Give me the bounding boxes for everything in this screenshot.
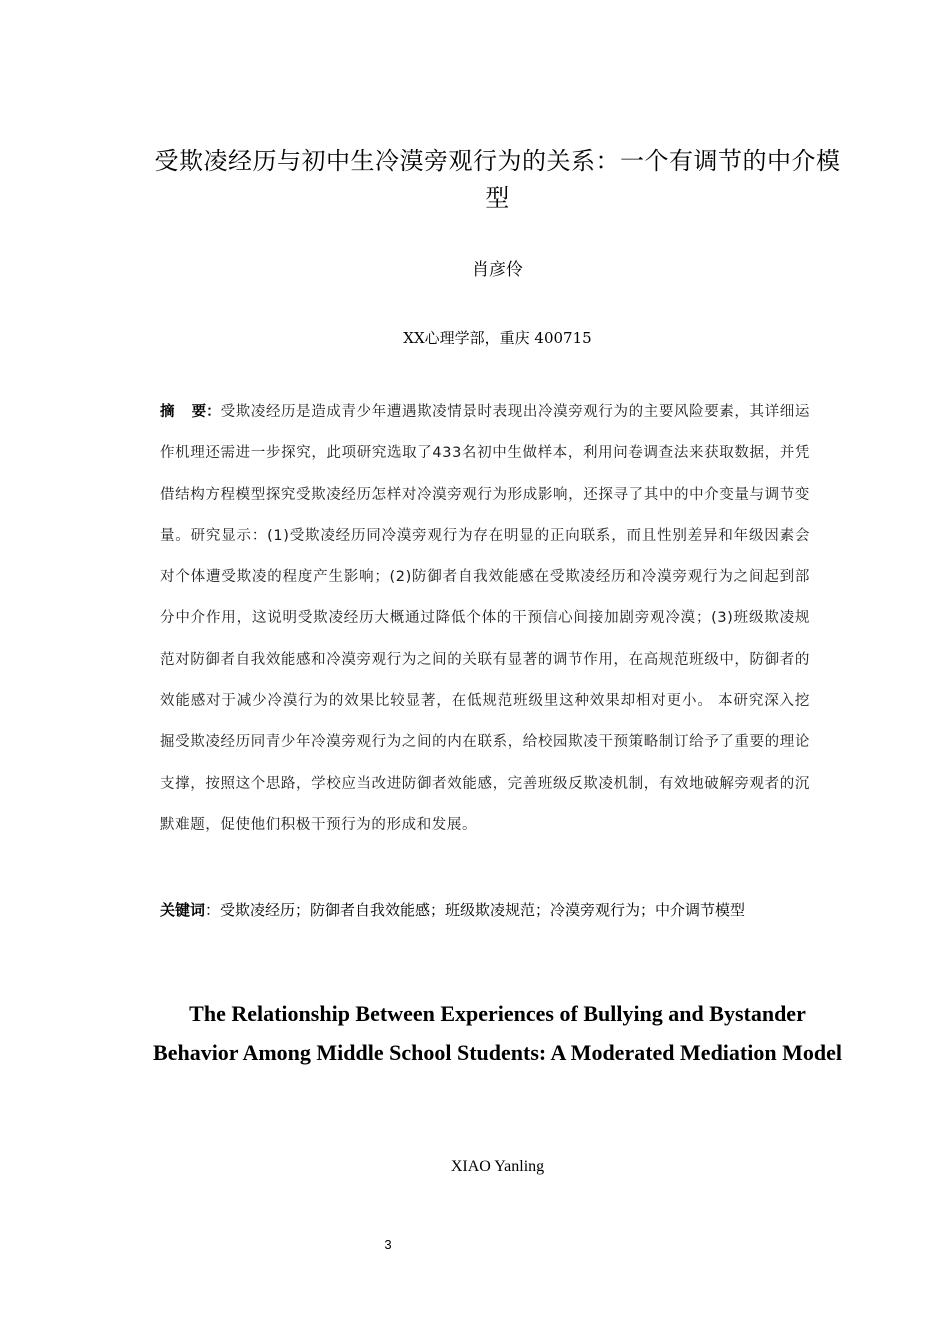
abstract-text: 受欺凌经历是造成青少年遭遇欺凌情景时表现出冷漠旁观行为的主要风险要素，其详细运作机理还需进一步探究，此项研究选取了433名初中生做样本，利用问卷调查法来获取数据，并凭借结构方程模型探究受欺凌经历怎样对冷漠旁观行为形成影响，还探寻了其中的中介变量与调节变量。研究显示：(1)受欺凌经历同冷漠旁观行为存在明显的正向联系，而且性别差异和年级因素会对个体遭受欺凌的程度产生影响；(2)防御者自我效能感在受欺凌经历和冷漠旁观行为之间起到部分中介作用，这说明受欺凌经历大概通过降低个体的干预信心间接加剧旁观冷漠；(3)班级欺凌规范对防御者自我效能感和冷漠旁观行为之间的关联有显著的调节作用，在高规范班级中，防御者的效能感对于减少冷漠行为的效果比较显著，在低规范班级里这种效果却相对更小。 本研究深入挖掘受欺凌经历同青少年冷漠旁观行为之间的内在联系，给校园欺凌干预策略制订给予了重要的理论支撑，按照这个思路，学校应当改进防御者效能感，完善班级反欺凌机制，有效地破解旁观者的沉默难题，促使他们积极干预行为的形成和发展。 <box>160 404 810 833</box>
abstract-label: 摘 要： <box>160 404 221 420</box>
chinese-affiliation: XX心理学部，重庆 400715 <box>403 329 592 347</box>
chinese-author: 肖彦伶 <box>472 260 523 280</box>
chinese-title: 受欺凌经历与初中生冷漠旁观行为的关系：一个有调节的中介模型 <box>154 147 841 212</box>
page-number: 3 <box>384 1237 392 1252</box>
english-author: XIAO Yanling <box>450 1158 545 1175</box>
keywords-text: ：受欺凌经历；防御者自我效能感；班级欺凌规范；冷漠旁观行为；中介调节模型 <box>205 901 746 919</box>
keywords-label: 关键词 <box>160 901 206 919</box>
abstract <box>160 392 810 846</box>
keywords <box>160 890 810 930</box>
english-title: The Relationship Between Experiences of Bullying and Bystander Behavior Among Middle School Students: A Moderated Mediation Model <box>153 1001 842 1065</box>
